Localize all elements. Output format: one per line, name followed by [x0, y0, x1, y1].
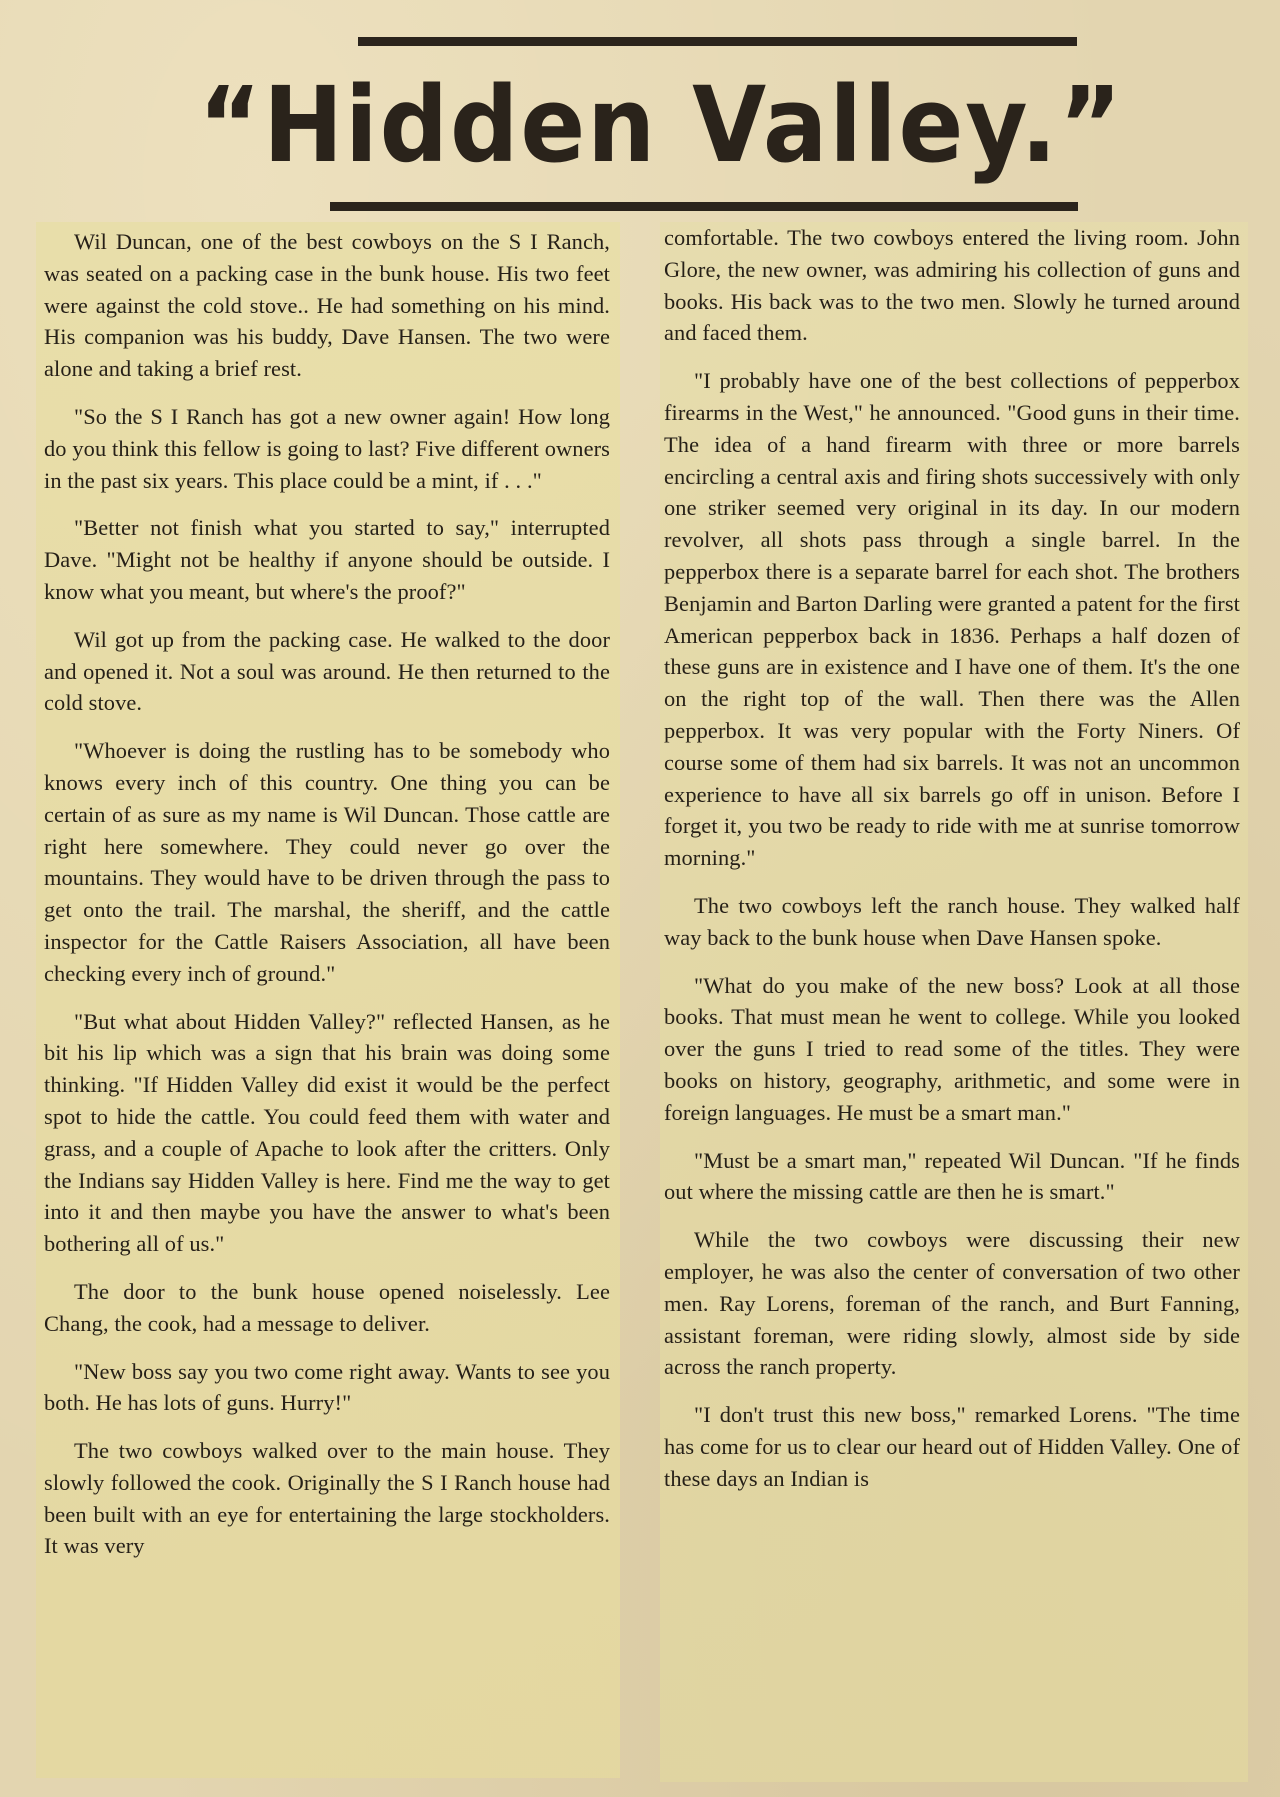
- headline-bottom-rule: [330, 202, 1078, 211]
- paragraph: "But what about Hidden Valley?" reflected Hansen, as he bit his lip which was a sign that his brain was doing some thinking. "If Hidden Valley did exist it would be the perfect spot to hide the cattle. You could feed them with water and grass, and a couple of Apache to look after the critters. Only the Indians say Hidden Valley is here. Find me the way to get into it and then maybe you have the answer to what's been bothering all of us.": [44, 1008, 610, 1257]
- paragraph: "What do you make of the new boss? Look at all those books. That must mean he went to college. While you looked over the guns I tried to read some of the titles. They were books on history, geography, arithmetic, and some were in foreign languages. He must be a smart man.": [664, 972, 1240, 1125]
- paragraph: "Whoever is doing the rustling has to be somebody who knows every inch of this country. One thing you can be certain of as sure as my name is Wil Duncan. Those cattle are right here somewhere. They could never go over the mountains. They would have to be driven through the pass to get onto the trail. The marshal, the sheriff, and the cattle inspector for the Cattle Raisers Association, all have been checking every inch of ground.": [44, 738, 610, 986]
- paragraph: The two cowboys left the ranch house. They walked half way back to the bunk house when Dave Hansen spoke.: [664, 892, 1240, 950]
- headline-top-rule: [358, 37, 1077, 46]
- paragraph: While the two cowboys were discussing their new employer, he was also the center of conversation of two other men. Ray Lorens, foreman of the ranch, and Burt Fanning, assistant foreman, were riding slowly, almost side by side across the ranch property.: [664, 1227, 1240, 1380]
- paragraph: The two cowboys walked over to the main house. They slowly followed the cook. Originally the S I Ranch house had been built with an eye for entertaining the large stockholders. It was very: [44, 1438, 610, 1559]
- paragraph: The door to the bunk house opened noiselessly. Lee Chang, the cook, had a message to deliver.: [44, 1278, 610, 1336]
- paragraph: Wil Duncan, one of the best cowboys on the S I Ranch, was seated on a packing case in the bunk house. His two feet were against the cold stove.. He had something on his mind. His companion was his buddy, Dave Hansen. The two were alone and taking a brief rest.: [44, 229, 610, 382]
- paragraph: "Better not finish what you started to say," interrupted Dave. "Might not be healthy if anyone should be outside. I know what you meant, but where's the proof?": [44, 515, 610, 604]
- paragraph: "So the S I Ranch has got a new owner again! How long do you think this fellow is going to last? Five different owners in the past six years. This place could be a mint, if . . .": [44, 403, 610, 493]
- paragraph: "Must be a smart man," repeated Wil Duncan. "If he finds out where the missing cattle are then he is smart.": [664, 1147, 1240, 1205]
- left-column: [36, 222, 620, 1778]
- paragraph-continued: comfortable. The two cowboys entered the living room. John Glore, the new owner, was admiring his collection of guns and books. His back was to the two men. Slowly he turned around and faced them.: [664, 225, 1240, 346]
- paragraph: "I probably have one of the best collections of pepperbox firearms in the West," he announced. "Good guns in their time. The idea of a hand firearm with three or more barrels encircling a central axis and firing shots successively with only one striker seemed very original in its day. In our modern revolver, all shots pass through a single barrel. In the pepperbox there is a separate barrel for each shot. The brothers Benjamin and Barton Darling were granted a patent for the first American pepperbox back in 1836. Perhaps a half dozen of these guns are in existence and I have one of them. It's the one on the right top of the wall. Then there was the Allen pepperbox. It was very popular with the Forty Niners. Of course some of them had six barrels. It was not an uncommon experience to have all six barrels go off in unison. Before I forget it, you two be ready to ride with me at sunrise tomorrow morning.": [664, 368, 1240, 871]
- paragraph: "I don't trust this new boss," remarked Lorens. "The time has come for us to clear our heard out of Hidden Valley. One of these days an Indian is: [664, 1402, 1240, 1491]
- headline: “Hidden Valley.”: [198, 64, 1124, 186]
- right-column: [660, 222, 1248, 1782]
- paragraph: "New boss say you two come right away. Wants to see you both. He has lots of guns. Hurry!": [44, 1358, 610, 1416]
- paragraph: Wil got up from the packing case. He walked to the door and opened it. Not a soul was around. He then returned to the cold stove.: [44, 626, 610, 716]
